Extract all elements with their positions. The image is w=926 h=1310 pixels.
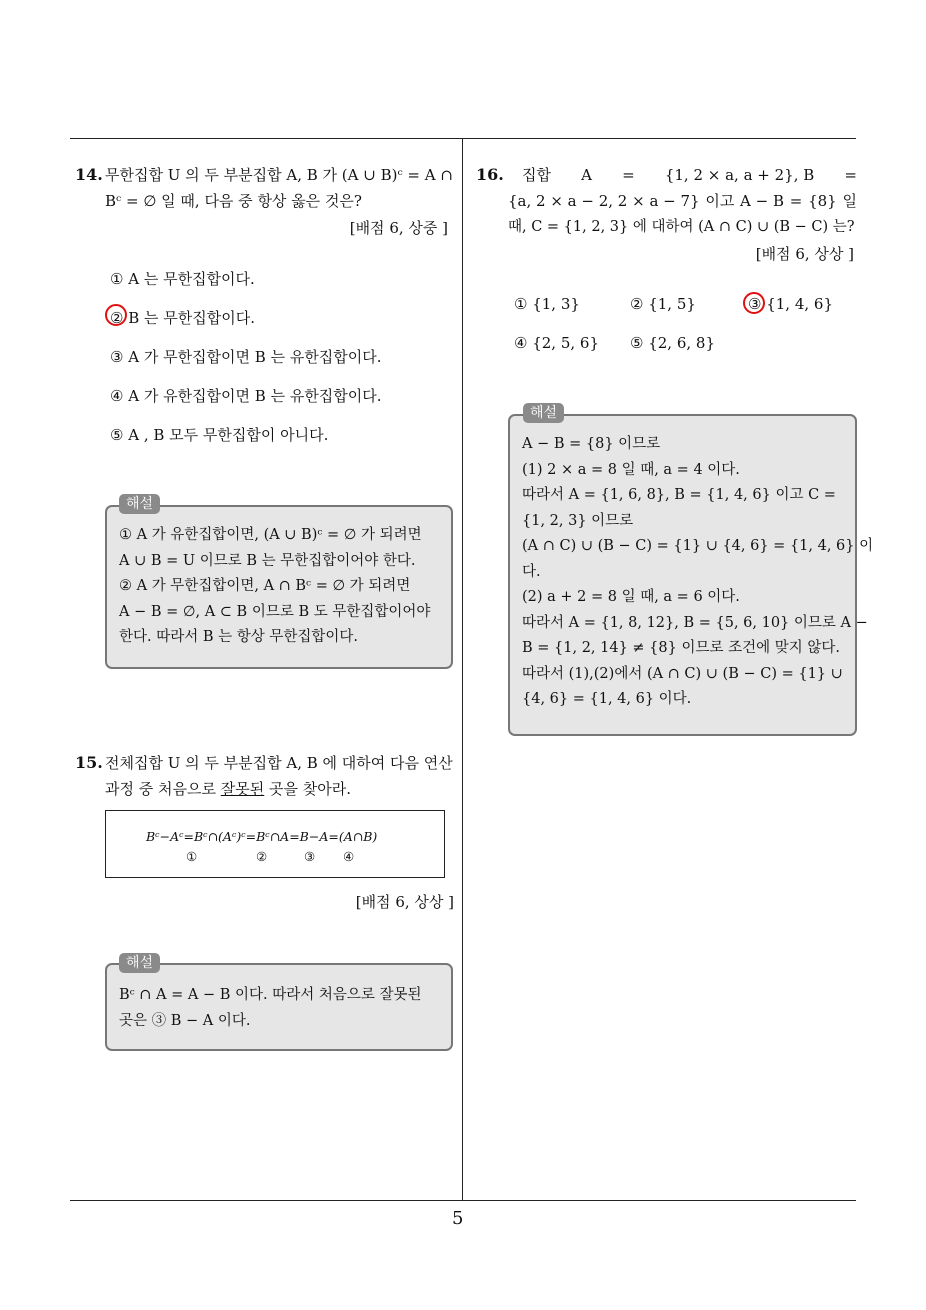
q16-word: = [622, 166, 635, 184]
question-16-text-line2 [508, 191, 857, 211]
q15-marker-3: ③ [304, 849, 316, 864]
top-rule [70, 138, 856, 139]
q14-choice-3[interactable]: ③ A 가 무한집합이면 B 는 유한집합이다. [110, 348, 382, 366]
question-14-text-line1: 무한집합 U 의 두 부분집합 A, B 가 (A ∪ B)ᶜ = A ∩ [105, 166, 453, 184]
q16-word: = [789, 192, 803, 210]
q14-choice-2[interactable]: ② B 는 무한집합이다. [110, 309, 255, 327]
q14-solution-box [105, 505, 453, 669]
q15-text-part: 과정 중 처음으로 [105, 780, 221, 798]
q14-solution-label: 해설 [119, 494, 160, 514]
q15-text-part: 곳을 찾아라. [264, 780, 351, 798]
q15-solution-box [105, 963, 453, 1051]
bottom-rule [70, 1200, 856, 1201]
q14-solution-line: 한다. 따라서 B 는 항상 무한집합이다. [119, 629, 359, 645]
q16-solution-box [508, 414, 874, 736]
q16-solution-line: A − B = {8} 이므로 [522, 436, 661, 452]
q16-choice-1[interactable]: ① {1, 3} [514, 295, 580, 313]
question-15-number: 15. [75, 753, 103, 772]
q16-choice-3[interactable]: ③ {1, 4, 6} [748, 295, 834, 313]
q16-solution-line: 다. [522, 563, 541, 580]
page-number: 5 [452, 1208, 464, 1229]
q16-choice-5[interactable]: ⑤ {2, 6, 8} [630, 334, 716, 352]
question-16-score: [배점 6, 상상 ] [755, 245, 854, 263]
q16-solution-line: (2) a + 2 = 8 일 때, a = 6 이다. [522, 589, 740, 605]
question-14-text-line2: Bᶜ = ∅ 일 때, 다음 중 항상 옳은 것은? [105, 192, 362, 210]
q16-solution-line: B = {1, 2, 14} ≠ {8} 이므로 조건에 맞지 않다. [522, 640, 840, 656]
answer-mark-circle [105, 304, 127, 326]
q15-solution-line: Bᶜ ∩ A = A − B 이다. 따라서 처음으로 잘못된 [119, 987, 422, 1003]
question-15-text-line2 [105, 779, 351, 799]
q16-solution-line: (1) 2 × a = 8 일 때, a = 4 이다. [522, 461, 740, 478]
q14-choice-4[interactable]: ④ A 가 유한집합이면 B 는 유한집합이다. [110, 387, 382, 405]
column-divider [462, 138, 463, 1201]
q16-choice-4[interactable]: ④ {2, 5, 6} [514, 334, 600, 352]
question-15-text-line1: 전체집합 U 의 두 부분집합 A, B 에 대하여 다음 연산 [105, 754, 453, 772]
question-15-score: [배점 6, 상상 ] [355, 893, 454, 911]
q15-solution-line: 곳은 ③ B − A 이다. [119, 1012, 251, 1029]
q16-solution-line: 따라서 (1),(2)에서 (A ∩ C) ∪ (B − C) = {1} ∪ [522, 665, 843, 682]
q16-solution-line: (A ∩ C) ∪ (B − C) = {1} ∪ {4, 6} = {1, 4, 6} 이 [522, 538, 874, 554]
q15-expression-frame [105, 810, 445, 878]
q16-word: 집합 [522, 166, 551, 184]
q14-solution-line: A − B = ∅, A ⊂ B 이므로 B 도 무한집합이어야 [119, 603, 431, 620]
q16-solution-line: 따라서 A = {1, 6, 8}, B = {1, 4, 6} 이고 C = [522, 487, 836, 503]
q16-word: 일 [842, 192, 857, 210]
question-16-text-line1 [522, 165, 857, 185]
q16-word: {a, 2 × a − 2, 2 × a − 7} [508, 192, 700, 210]
q16-solution-line: {1, 2, 3} 이므로 [522, 512, 634, 529]
q15-expression: Bᶜ−Aᶜ=Bᶜ∩(Aᶜ)ᶜ=Bᶜ∩A=B−A=(A∩B) [146, 829, 378, 844]
q16-word: A − B [740, 192, 785, 210]
question-16-text-line3: 때, C = {1, 2, 3} 에 대하여 (A ∩ C) ∪ (B − C) 는? [508, 219, 855, 235]
question-14-number: 14. [75, 165, 103, 184]
q14-choice-1[interactable]: ① A 는 무한집합이다. [110, 270, 255, 288]
q16-word: {8} [808, 192, 837, 210]
q16-word: 이고 [705, 192, 735, 210]
q16-word: = [844, 166, 857, 184]
q15-marker-2: ② [256, 849, 268, 864]
answer-mark-circle [743, 292, 765, 314]
q15-marker-1: ① [186, 849, 198, 864]
q14-solution-line: ② A 가 무한집합이면, A ∩ Bᶜ = ∅ 가 되려면 [119, 578, 411, 594]
q15-solution-label: 해설 [119, 953, 160, 973]
q14-solution-line: A ∪ B = U 이므로 B 는 무한집합이어야 한다. [119, 552, 416, 569]
q16-solution-line: 따라서 A = {1, 8, 12}, B = {5, 6, 10} 이므로 A − [522, 614, 868, 631]
q14-choice-5[interactable]: ⑤ A , B 모두 무한집합이 아니다. [110, 426, 329, 444]
q16-solution-label: 해설 [523, 403, 564, 423]
q16-word: {1, 2 × a, a + 2}, B [664, 166, 815, 184]
q15-underlined-word: 잘못된 [220, 780, 265, 798]
q16-word: A [581, 166, 592, 184]
q15-marker-4: ④ [343, 849, 355, 864]
question-14-score: [배점 6, 상중 ] [349, 219, 448, 237]
question-16-number: 16. [476, 165, 504, 184]
q16-choice-2[interactable]: ② {1, 5} [630, 295, 696, 313]
q16-solution-line: {4, 6} = {1, 4, 6} 이다. [522, 691, 692, 707]
q14-solution-line: ① A 가 유한집합이면, (A ∪ B)ᶜ = ∅ 가 되려면 [119, 527, 422, 543]
